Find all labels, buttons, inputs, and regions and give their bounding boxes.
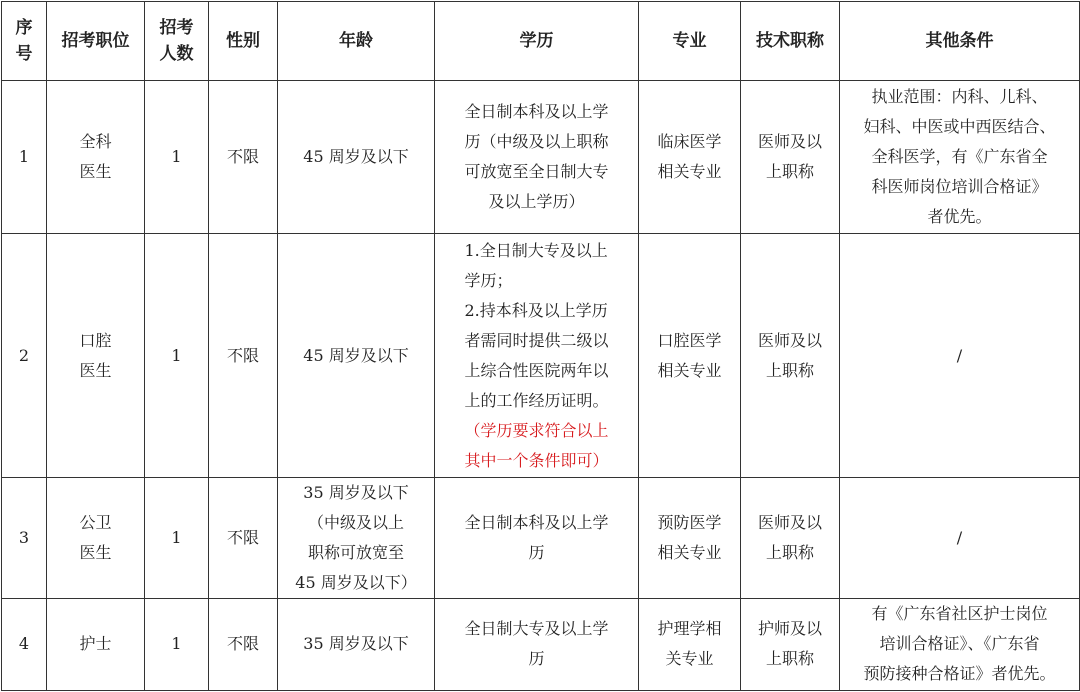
table-row bbox=[2, 234, 1080, 477]
header-education: 学历 bbox=[435, 2, 639, 81]
header-position: 招考职位 bbox=[47, 2, 145, 81]
cell-age: 45 周岁及以下 bbox=[278, 81, 435, 234]
header-major: 专业 bbox=[639, 2, 741, 81]
cell-seq: 2 bbox=[2, 234, 47, 477]
cell-title: 医师及以 上职称 bbox=[741, 477, 840, 598]
cell-count: 1 bbox=[145, 598, 209, 690]
cell-age: 35 周岁及以下 （中级及以上 职称可放宽至 45 周岁及以下） bbox=[278, 477, 435, 598]
cell-count: 1 bbox=[145, 81, 209, 234]
cell-gender: 不限 bbox=[209, 598, 278, 690]
cell-age: 45 周岁及以下 bbox=[278, 234, 435, 477]
table-row bbox=[2, 598, 1080, 690]
table-row bbox=[2, 81, 1080, 234]
cell-count: 1 bbox=[145, 477, 209, 598]
cell-seq: 1 bbox=[2, 81, 47, 234]
header-age: 年龄 bbox=[278, 2, 435, 81]
cell-other: 执业范围：内科、儿科、 妇科、中医或中西医结合、 全科医学，有《广东省全 科医师岗位培训合格证》 者优先。 bbox=[840, 81, 1080, 234]
header-gender: 性别 bbox=[209, 2, 278, 81]
cell-position: 全科 医生 bbox=[47, 81, 145, 234]
education-note: （学历要求符合以上 其中一个条件即可） bbox=[464, 420, 609, 470]
cell-education: 全日制大专及以上学 历 bbox=[435, 598, 639, 690]
cell-major: 护理学相 关专业 bbox=[639, 598, 741, 690]
cell-count: 1 bbox=[145, 234, 209, 477]
cell-title: 医师及以 上职称 bbox=[741, 234, 840, 477]
recruitment-table bbox=[1, 1, 1080, 691]
cell-age: 35 周岁及以下 bbox=[278, 598, 435, 690]
cell-title: 护师及以 上职称 bbox=[741, 598, 840, 690]
cell-position: 护士 bbox=[47, 598, 145, 690]
cell-title: 医师及以 上职称 bbox=[741, 81, 840, 234]
header-title: 技术职称 bbox=[741, 2, 840, 81]
cell-position: 公卫 医生 bbox=[47, 477, 145, 598]
cell-major: 预防医学 相关专业 bbox=[639, 477, 741, 598]
table-row bbox=[2, 477, 1080, 598]
cell-seq: 3 bbox=[2, 477, 47, 598]
cell-seq: 4 bbox=[2, 598, 47, 690]
cell-education bbox=[435, 234, 639, 477]
cell-position: 口腔 医生 bbox=[47, 234, 145, 477]
cell-other: 有《广东省社区护士岗位 培训合格证》、《广东省 预防接种合格证》者优先。 bbox=[840, 598, 1080, 690]
cell-education: 全日制本科及以上学 历 bbox=[435, 477, 639, 598]
education-conditions: 1.全日制大专及以上 学历； 2.持本科及以上学历 者需同时提供二级以 上综合性医院两年以 上的工作经历证明。 bbox=[464, 240, 609, 410]
cell-gender: 不限 bbox=[209, 234, 278, 477]
cell-other: / bbox=[840, 477, 1080, 598]
cell-other: / bbox=[840, 234, 1080, 477]
header-row bbox=[2, 2, 1080, 81]
cell-major: 口腔医学 相关专业 bbox=[639, 234, 741, 477]
cell-gender: 不限 bbox=[209, 477, 278, 598]
header-seq: 序 号 bbox=[2, 2, 47, 81]
header-count: 招考 人数 bbox=[145, 2, 209, 81]
cell-education: 全日制本科及以上学 历（中级及以上职称 可放宽至全日制大专 及以上学历） bbox=[435, 81, 639, 234]
cell-gender: 不限 bbox=[209, 81, 278, 234]
cell-major: 临床医学 相关专业 bbox=[639, 81, 741, 234]
header-other: 其他条件 bbox=[840, 2, 1080, 81]
